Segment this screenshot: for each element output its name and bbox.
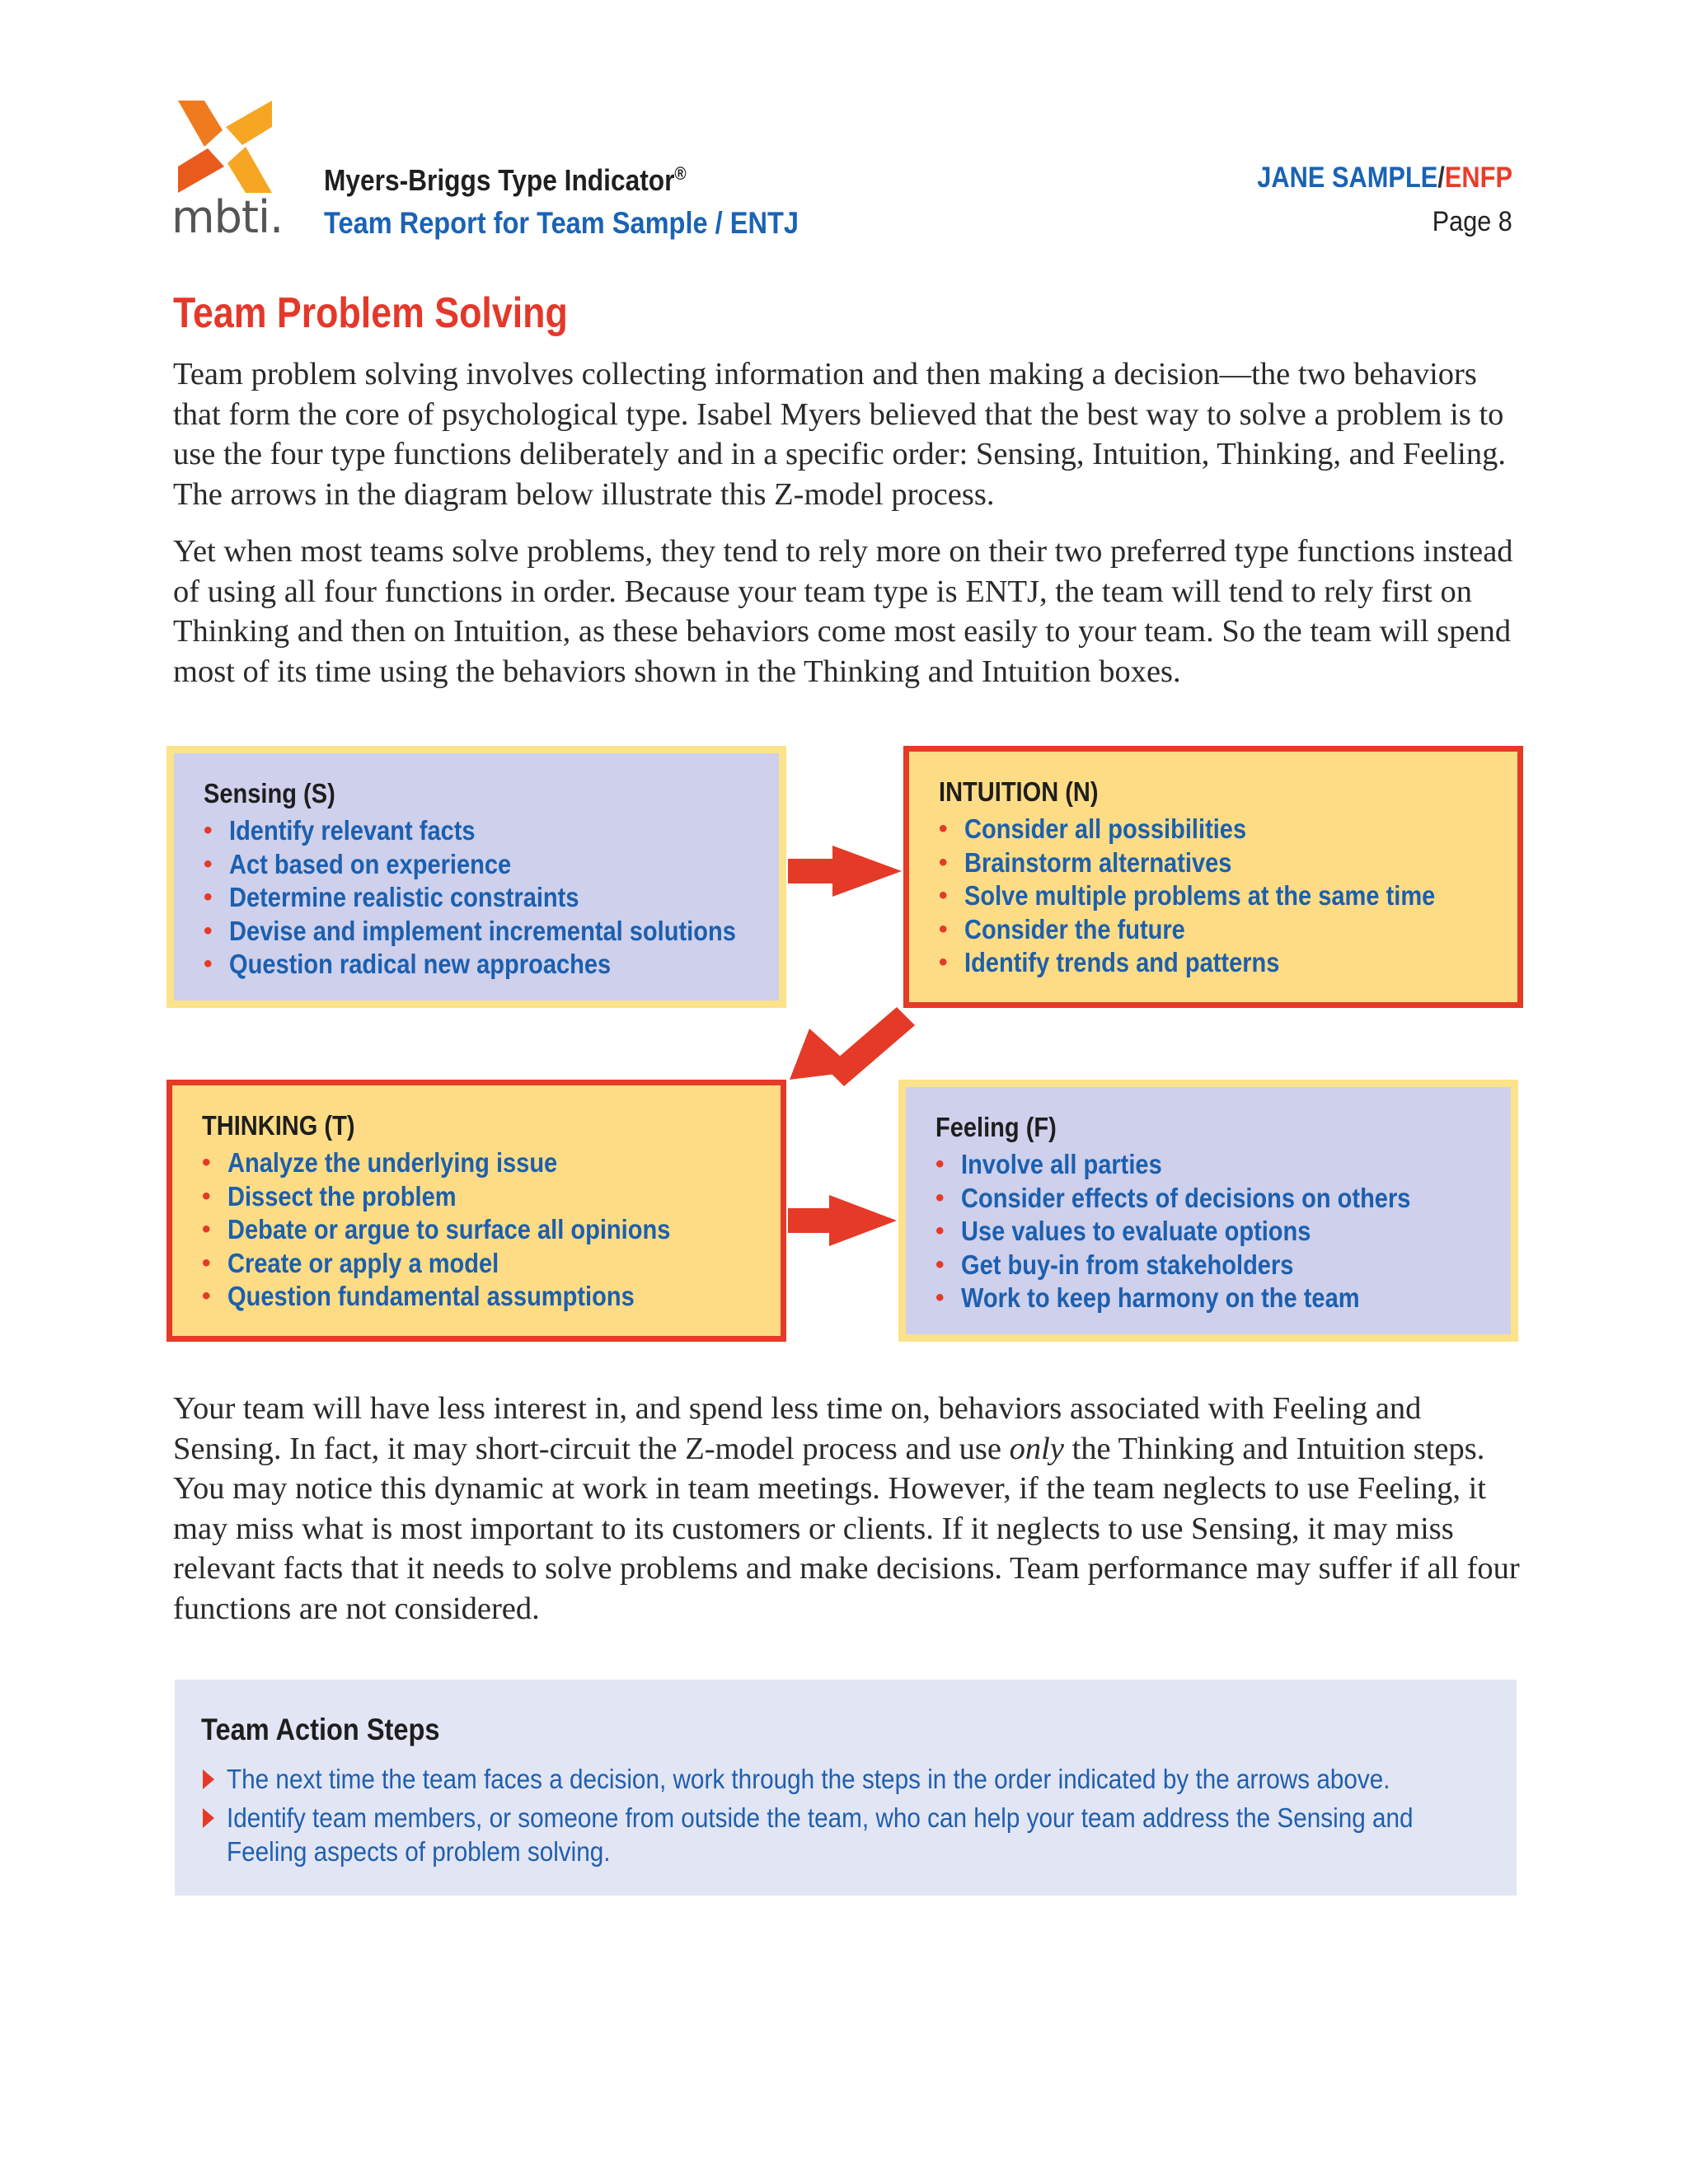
list-item: • Dissect the problem: [202, 1180, 756, 1214]
bullet-icon: •: [202, 1282, 211, 1310]
thinking-list: [202, 1146, 756, 1314]
list-item: • Create or apply a model: [202, 1247, 756, 1281]
bullet-icon: •: [202, 1149, 211, 1176]
sensing-box: [166, 746, 786, 1008]
bullet-icon: •: [939, 915, 948, 943]
list-item: • Determine realistic constraints: [204, 881, 754, 915]
intuition-box: [903, 746, 1523, 1008]
bullet-icon: •: [935, 1183, 945, 1212]
sensing-list: [204, 814, 754, 982]
list-item: • Work to keep harmony on the team: [935, 1282, 1486, 1315]
intuition-list: [939, 813, 1493, 980]
respondent-type: ENFP: [1444, 162, 1512, 194]
feeling-box: [898, 1080, 1518, 1342]
list-item: • Act based on experience: [204, 848, 754, 882]
list-item: • Analyze the underlying issue: [202, 1146, 756, 1180]
team-action-steps-panel: [175, 1680, 1517, 1896]
list-item: • Identify relevant facts: [204, 814, 754, 848]
bullet-icon: •: [204, 883, 213, 911]
sensing-title: Sensing (S): [204, 778, 335, 808]
triangle-bullet-icon: [203, 1808, 214, 1828]
thinking-title: THINKING (T): [202, 1110, 355, 1141]
report-title: Team Report for Team Sample / ENTJ: [324, 206, 799, 240]
list-item: • Devise and implement incremental solutions: [204, 915, 754, 949]
bullet-icon: •: [202, 1249, 211, 1277]
list-item: • Get buy-in from stakeholders: [935, 1249, 1486, 1282]
action-step: Identify team members, or someone from outside the team, who can help your team address the Sensing and Feeling aspects of problem solving.: [201, 1801, 1490, 1868]
bullet-icon: •: [202, 1182, 211, 1210]
bullet-icon: •: [939, 882, 948, 909]
product-name-text: Myers-Briggs Type Indicator: [324, 163, 675, 197]
bullet-icon: •: [204, 850, 213, 878]
list-item: • Brainstorm alternatives: [939, 846, 1493, 880]
registered-mark: ®: [674, 163, 687, 184]
bullet-icon: •: [204, 916, 213, 944]
list-item: • Solve multiple problems at the same time: [939, 879, 1493, 913]
product-name: [324, 163, 687, 198]
logo-wordmark: mbti.: [171, 191, 284, 243]
list-item: • Consider all possibilities: [939, 813, 1493, 846]
list-item: • Identify trends and patterns: [939, 946, 1493, 980]
intuition-title: INTUITION (N): [939, 776, 1099, 807]
arrow-diagonal-icon: [790, 1007, 915, 1086]
bullet-icon: •: [204, 950, 213, 977]
bullet-icon: •: [202, 1216, 211, 1243]
bullet-icon: •: [939, 815, 948, 842]
action-steps-title: Team Action Steps: [201, 1713, 440, 1746]
bullet-icon: •: [939, 848, 948, 876]
respondent-label: [1257, 162, 1512, 194]
name-type-separator: /: [1437, 162, 1445, 194]
bullet-icon: •: [935, 1151, 945, 1178]
emphasis-only: only: [1009, 1431, 1064, 1466]
intro-paragraph-1: Team problem solving involves collecting information and then making a decision—the two behaviors that form the core of psychological type. Isabel Myers believed that the best way to solve a problem is to use the four type functions deliberately and in a specific order: Sensing, Intuition, Thinking, and Feeling. The arrows in the diagram below illustrate this Z-model process.: [173, 357, 1506, 512]
list-item: • Use values to evaluate options: [935, 1215, 1486, 1249]
respondent-name: JANE SAMPLE: [1257, 162, 1438, 194]
bullet-icon: •: [939, 949, 948, 976]
action-step: The next time the team faces a decision, work through the steps in the order indicated by the arrows above.: [201, 1762, 1490, 1796]
triangle-bullet-icon: [203, 1769, 214, 1789]
arrow-right-icon: [788, 1195, 897, 1246]
bullet-icon: •: [935, 1250, 945, 1278]
list-item: • Question radical new approaches: [204, 948, 754, 982]
arrow-right-icon: [788, 846, 902, 897]
list-item: • Question fundamental assumptions: [202, 1280, 756, 1314]
bullet-icon: •: [935, 1217, 945, 1244]
feeling-list: [935, 1148, 1486, 1315]
page-number: Page 8: [1432, 206, 1512, 237]
thinking-box: [166, 1080, 786, 1342]
list-item: • Debate or argue to surface all opinions: [202, 1213, 756, 1247]
feeling-title: Feeling (F): [935, 1112, 1057, 1142]
closing-paragraph: Your team will have less interest in, and spend less time on, behaviors associated with Feeling and Sensing. In fact, it may short-circuit the Z-model process and use only the Thinking and Intuition steps. You may notice this dynamic at work in team meetings. However, if the team neglects to use Feeling, it may miss what is most important to its customers or clients. If it neglects to use Sensing, it may miss relevant facts that it needs to solve problems and make decisions. Team performance may suffer if all four functions are not considered.: [173, 1391, 1520, 1626]
list-item: • Consider effects of decisions on others: [935, 1182, 1486, 1216]
bullet-icon: •: [935, 1284, 945, 1311]
list-item: • Involve all parties: [935, 1148, 1486, 1182]
page-title: Team Problem Solving: [173, 289, 568, 337]
list-item: • Consider the future: [939, 913, 1493, 947]
intro-paragraph-2: Yet when most teams solve problems, they tend to rely more on their two preferred type functions instead of using all four functions in order. Because your team type is ENTJ, the team will tend to rely first on Thinking and then on Intuition, as these behaviors come most easily to your team. So the team will spend most of its time using the behaviors shown in the Thinking and Intuition boxes.: [173, 534, 1513, 689]
bullet-icon: •: [204, 817, 213, 844]
